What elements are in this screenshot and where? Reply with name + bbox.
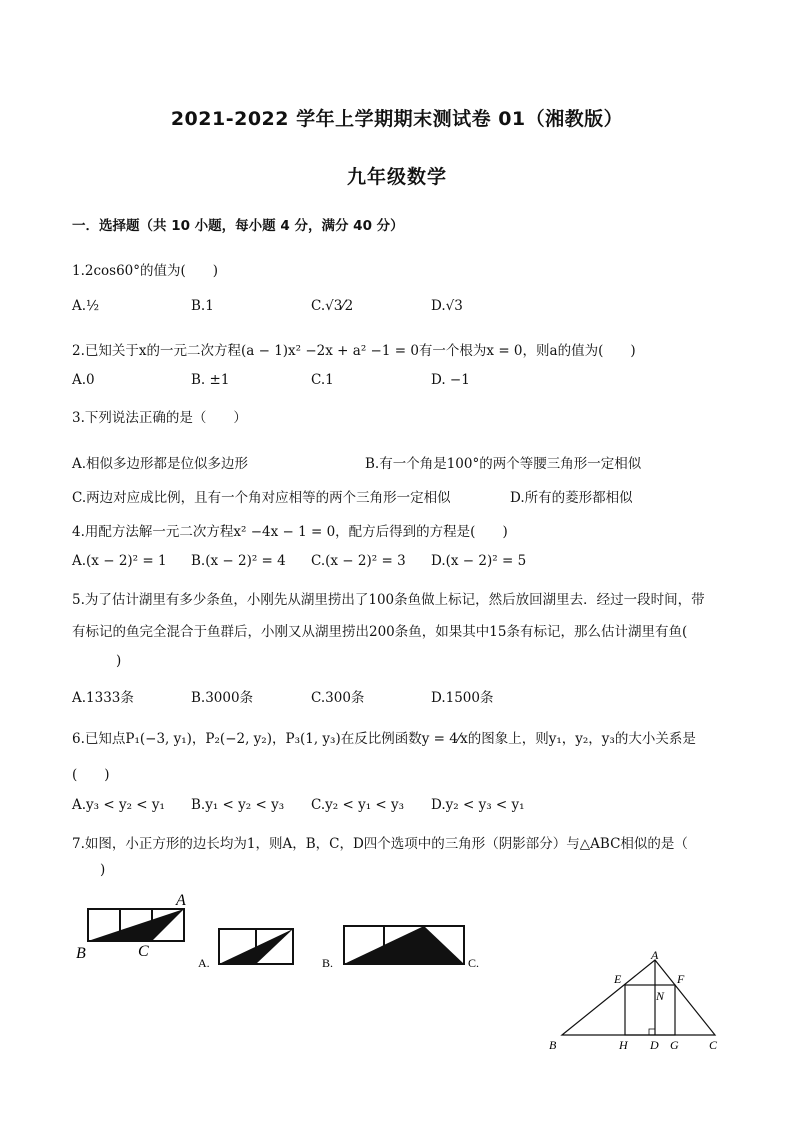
section-heading: 一．选择题（共 10 小题，每小题 4 分，满分 40 分） [72,218,404,234]
question-5-option-b: B.3000条 [191,690,254,706]
figure-7-option-a [196,925,296,970]
question-6-option-a: A.y₃ < y₂ < y₁ [72,797,165,813]
question-5-option-d: D.1500条 [431,690,494,706]
question-3-option-a: A.相似多边形都是位似多边形 [72,456,249,472]
question-6-option-b: B.y₁ < y₂ < y₃ [191,797,285,813]
question-4-option-d: D.(x − 2)² = 5 [431,553,527,569]
question-4-option-b: B.(x − 2)² = 4 [191,553,286,569]
question-4-option-c: C.(x − 2)² = 3 [311,553,406,569]
figure-7-option-a-label: A. [198,956,210,970]
question-5-stem-line3: ) [116,653,122,669]
figure-7-label-b: B [76,945,86,962]
question-2-stem: 2.已知关于x的一元二次方程(a − 1)x² −2x + a² −1 = 0有一个根为x = 0，则a的值为( ) [72,343,636,359]
question-6-option-d: D.y₂ < y₃ < y₁ [431,797,525,813]
question-5-option-c: C.300条 [311,690,365,706]
figure-7-option-b [320,920,485,970]
question-7-stem-line2: ) [100,862,106,878]
page-subtitle: 九年级数学 [346,166,447,188]
figure-7-main-triangle [88,909,184,941]
question-6-option-c: C.y₂ < y₁ < y₃ [311,797,405,813]
figure-7-option-c-label: C. [468,956,480,970]
figure-8-triangle [562,960,715,1035]
question-5-stem-line1: 5.为了估计湖里有多少条鱼，小刚先从湖里捞出了100条鱼做上标记，然后放回湖里去．经过一段时间，带 [72,592,705,608]
figure-8-label-n: N [656,989,665,1003]
question-2-option-c: C.1 [311,372,334,388]
figure-8-label-d: D [650,1038,659,1052]
question-3-stem: 3.下列说法正确的是（ ） [72,410,247,426]
question-5-option-a: A.1333条 [72,690,134,706]
question-5-stem-line2: 有标记的鱼完全混合于鱼群后，小刚又从湖里捞出200条鱼，如果其中15条有标记，那么估计湖里有鱼( [72,624,688,640]
question-1-option-a: A.½ [72,298,100,314]
question-4-stem: 4.用配方法解一元二次方程x² −4x − 1 = 0，配方后得到的方程是( ) [72,524,508,540]
figure-8-rectangle [625,985,675,1035]
question-1-option-d: D.√3 [431,298,463,314]
figure-7-label-c: C [138,943,149,960]
figure-8 [545,945,725,1055]
page-title: 2021-2022 学年上学期期末测试卷 01（湘教版） [170,108,624,130]
question-7-stem-line1: 7.如图，小正方形的边长均为1，则A，B，C，D四个选项中的三角形（阴影部分）与△ABC相似的是（ [72,836,688,852]
question-1-option-c: C.√3⁄2 [311,298,354,314]
figure-8-label-a: A [651,948,659,962]
figure-7-option-b-triangle [344,926,464,964]
question-3-option-d: D.所有的菱形都相似 [510,490,633,506]
question-2-option-b: B. ±1 [191,372,230,388]
figure-8-label-g: G [670,1038,679,1052]
figure-8-label-h: H [619,1038,628,1052]
figure-8-label-b: B [549,1038,557,1052]
question-1-stem: 1.2cos60°的值为( ) [72,263,219,279]
question-2-option-a: A.0 [72,372,95,388]
question-4-option-a: A.(x − 2)² = 1 [72,553,167,569]
question-2-option-d: D. −1 [431,372,470,388]
question-3-option-b: B.有一个角是100°的两个等腰三角形一定相似 [365,456,642,472]
question-6-stem-line2: ( ) [72,767,110,783]
figure-7-label-a: A [176,892,186,909]
figure-8-label-f: F [677,972,685,986]
figure-7-option-b-label: B. [322,956,334,970]
question-3-option-c: C.两边对应成比例，且有一个角对应相等的两个三角形一定相似 [72,490,451,506]
figure-8-label-e: E [614,972,622,986]
figure-8-label-c: C [709,1038,718,1052]
question-1-option-b: B.1 [191,298,214,314]
question-6-stem-line1: 6.已知点P₁(−3, y₁)，P₂(−2, y₂)，P₃(1, y₃)在反比例函数y = 4⁄x的图象上，则y₁，y₂，y₃的大小关系是 [72,731,696,747]
figure-7-main [76,890,191,965]
